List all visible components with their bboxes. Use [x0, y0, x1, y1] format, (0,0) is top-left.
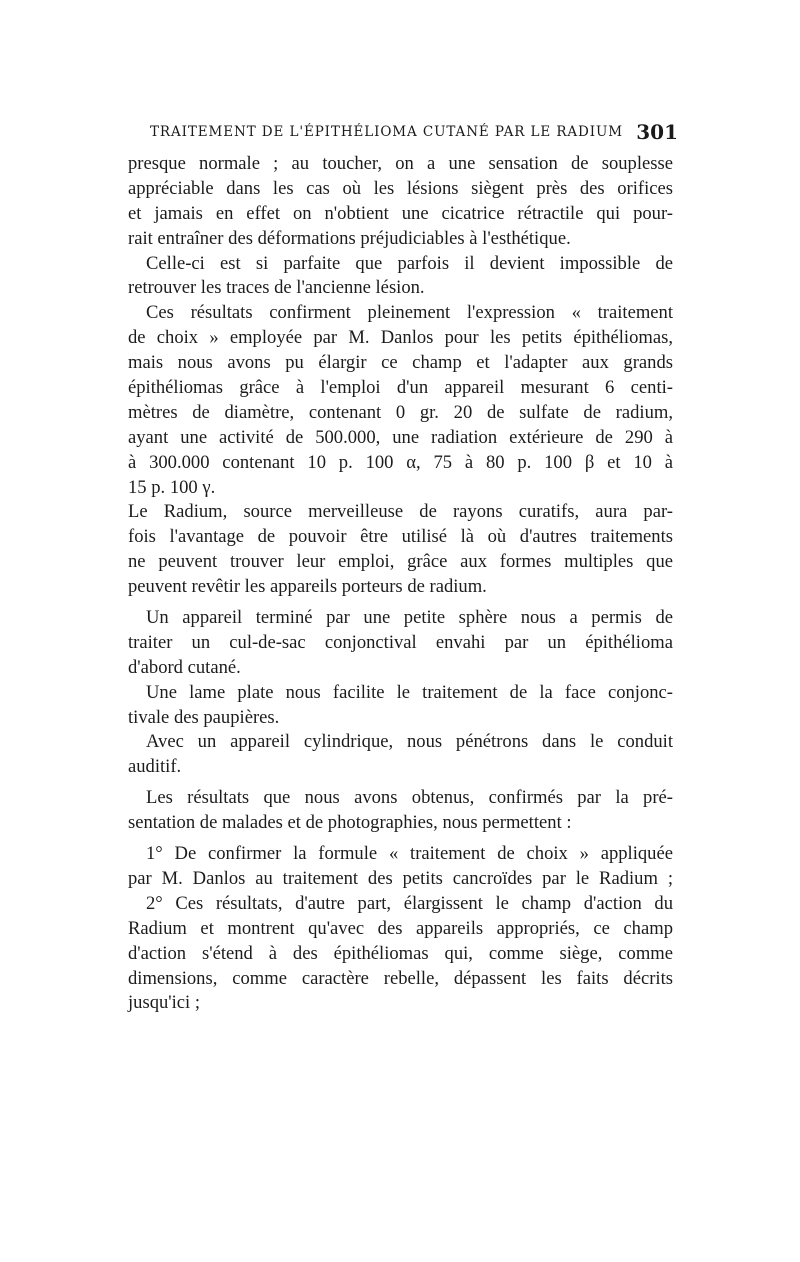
text-line: 15 p. 100 γ.: [128, 476, 216, 498]
text-line: rait entraîner des déformations préjudiciables à l'esthétique.: [128, 227, 571, 249]
text-line: mètres de diamètre, contenant 0 gr. 20 de sulfate de radium,: [128, 401, 673, 423]
text-line: Radium et montrent qu'avec des appareils appropriés, ce champ: [128, 917, 673, 939]
text-line: dimensions, comme caractère rebelle, dépassent les faits décrits: [128, 967, 673, 989]
text-line: fois l'avantage de pouvoir être utilisé là où d'autres traitements: [128, 526, 673, 548]
page-number: 301: [636, 120, 678, 144]
text-line: Celle-ci est si parfaite que parfois il devient impossible de: [146, 252, 673, 274]
paragraph: [128, 152, 673, 252]
text-line: Un appareil terminé par une petite sphère nous a permis de: [146, 607, 673, 629]
running-title: TRAITEMENT DE L'ÉPITHÉLIOMA CUTANÉ PAR LE RADIUM: [150, 124, 623, 140]
text-line: d'abord cutané.: [128, 656, 241, 678]
paragraph: [128, 786, 673, 836]
text-line: retrouver les traces de l'ancienne lésion.: [128, 277, 425, 299]
text-line: peuvent revêtir les appareils porteurs de radium.: [128, 576, 487, 598]
text-line: et jamais en effet on n'obtient une cicatrice rétractile qui pour-: [128, 202, 673, 224]
text-line: 2° Ces résultats, d'autre part, élargissent le champ d'action du: [146, 892, 673, 914]
text-line: à 300.000 contenant 10 p. 100 α, 75 à 80 p. 100 β et 10 à: [128, 451, 673, 473]
page-header: [150, 120, 680, 150]
text-line: par M. Danlos au traitement des petits cancroïdes par le Radium ;: [128, 867, 673, 889]
text-line: traiter un cul-de-sac conjonctival envahi par un épithélioma: [128, 631, 673, 653]
paragraph: [128, 301, 673, 500]
paragraph: [128, 252, 673, 302]
text-line: Avec un appareil cylindrique, nous pénétrons dans le conduit: [146, 731, 673, 753]
paragraph: [128, 606, 673, 681]
text-line: Ces résultats confirment pleinement l'expression « traitement: [146, 302, 673, 324]
text-line: épithéliomas grâce à l'emploi d'un appareil mesurant 6 centi-: [128, 377, 673, 399]
text-line: d'action s'étend à des épithéliomas qui, comme siège, comme: [128, 942, 673, 964]
text-line: ayant une activité de 500.000, une radiation extérieure de 290 à: [128, 426, 673, 448]
paragraph: [128, 730, 673, 780]
text-line: Une lame plate nous facilite le traitement de la face conjonc-: [146, 681, 673, 703]
body-text: [128, 152, 673, 1016]
text-line: appréciable dans les cas où les lésions siègent près des orifices: [128, 177, 673, 199]
text-line: auditif.: [128, 756, 182, 778]
text-line: presque normale ; au toucher, on a une sensation de souplesse: [128, 153, 673, 174]
text-line: ne peuvent trouver leur emploi, grâce aux formes multiples que: [128, 551, 673, 573]
text-line: sentation de malades et de photographies, nous permettent :: [128, 812, 572, 834]
text-line: Les résultats que nous avons obtenus, confirmés par la pré-: [146, 787, 673, 809]
text-line: de choix » employée par M. Danlos pour les petits épithéliomas,: [128, 327, 673, 349]
text-line: mais nous avons pu élargir ce champ et l'adapter aux grands: [128, 352, 673, 374]
text-line: tivale des paupières.: [128, 706, 280, 728]
paragraph: [128, 842, 673, 892]
paragraph: [128, 681, 673, 731]
paragraph: [128, 892, 673, 1016]
text-line: Le Radium, source merveilleuse de rayons curatifs, aura par-: [128, 501, 673, 523]
paragraph: [128, 500, 673, 600]
text-line: jusqu'ici ;: [128, 992, 201, 1014]
text-line: 1° De confirmer la formule « traitement de choix » appliquée: [146, 843, 673, 865]
